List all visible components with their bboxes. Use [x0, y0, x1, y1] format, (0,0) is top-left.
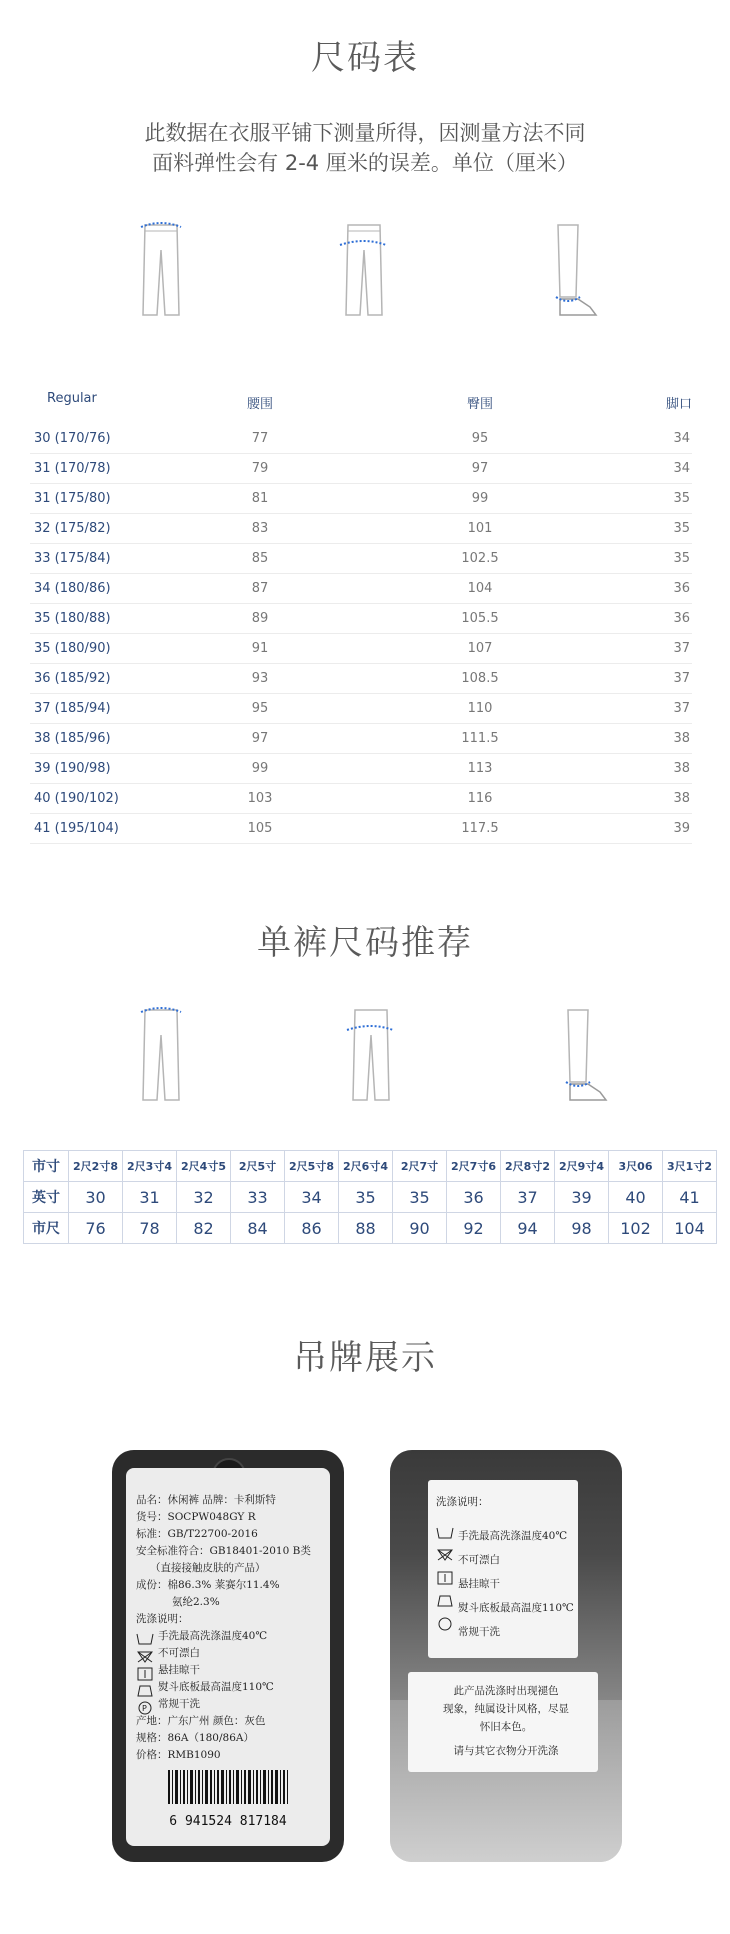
shi-chi-cell: 92 [447, 1213, 501, 1244]
shi-cun-cell: 3尺1寸2 [663, 1151, 717, 1182]
col-header-waist: 腰围 [246, 397, 273, 412]
waist-value: 87 [251, 581, 269, 596]
hem-value: 37 [673, 701, 690, 716]
hip-value: 113 [467, 761, 493, 776]
hip-value: 105.5 [461, 611, 499, 626]
waist-value: 99 [251, 761, 269, 776]
ying-cun-cell: 35 [339, 1182, 393, 1213]
table-row [30, 723, 692, 754]
shi-chi-row [24, 1213, 717, 1244]
hem-value: 34 [673, 431, 690, 446]
ying-cun-cell: 41 [663, 1182, 717, 1213]
hip-value: 111.5 [461, 731, 499, 746]
hem-value: 35 [673, 551, 690, 566]
size-label: 33 (175/84) [34, 551, 111, 566]
ying-cun-cell: 30 [69, 1182, 123, 1213]
ying-cun-cell: 36 [447, 1182, 501, 1213]
hem-value: 38 [673, 761, 690, 776]
note-line: 此产品洗涤时出现褪色 [453, 1685, 559, 1697]
shi-cun-cell: 2尺6寸4 [339, 1151, 393, 1182]
ying-cun-cell: 37 [501, 1182, 555, 1213]
tag-line: 成份：棉86.3% 莱赛尔11.4% [136, 1579, 280, 1591]
shi-cun-cell: 2尺7寸 [393, 1151, 447, 1182]
hem-measure-figure [530, 215, 620, 325]
col-header-regular: Regular [47, 391, 97, 406]
shi-cun-cell: 2尺7寸6 [447, 1151, 501, 1182]
care-label-upper [428, 1480, 578, 1658]
shi-chi-cell: 84 [231, 1213, 285, 1244]
col-header-hem: 脚口 [665, 397, 692, 412]
ying-cun-row [24, 1182, 717, 1213]
table-row [30, 633, 692, 664]
table-row [30, 783, 692, 814]
table-row [30, 813, 692, 844]
hip-value: 97 [471, 461, 489, 476]
hip-value: 104 [467, 581, 493, 596]
size-recommend-table [23, 1150, 717, 1244]
hip-value: 95 [471, 431, 489, 446]
hip-value: 110 [467, 701, 493, 716]
ying-cun-cell: 31 [123, 1182, 177, 1213]
waist-measure-figure [115, 215, 205, 325]
shi-chi-cell: 94 [501, 1213, 555, 1244]
size-label: 32 (175/82) [34, 521, 111, 536]
hip-value: 116 [467, 791, 493, 806]
hem-value: 34 [673, 461, 690, 476]
size-label: 36 (185/92) [34, 671, 111, 686]
hip-value: 108.5 [461, 671, 499, 686]
size-chart-intro-line-2: 面料弹性会有 2-4 厘米的误差。单位（厘米） [152, 151, 578, 175]
care-item: 悬挂晾干 [458, 1578, 500, 1590]
tag-line: 规格：86A（180/86A） [136, 1732, 254, 1744]
care-label-lower [408, 1672, 598, 1772]
shi-chi-cell: 90 [393, 1213, 447, 1244]
ying-cun-cell: 34 [285, 1182, 339, 1213]
size-label: 35 (180/88) [34, 611, 111, 626]
note-line: 现象，纯属设计风格，尽显 [443, 1703, 569, 1715]
shi-chi-cell: 86 [285, 1213, 339, 1244]
care-icons [136, 1630, 154, 1716]
care-item: 手洗最高洗涤温度40℃ [458, 1530, 568, 1542]
svg-text:P: P [142, 1704, 147, 1713]
hem-measure-figure [540, 1000, 630, 1110]
hip-measure-figure [325, 1000, 415, 1110]
hem-value: 35 [673, 521, 690, 536]
ying-cun-cell: 40 [609, 1182, 663, 1213]
table-row [30, 453, 692, 484]
hem-value: 38 [673, 731, 690, 746]
care-label-list [458, 1524, 574, 1644]
shi-cun-cell: 3尺06 [609, 1151, 663, 1182]
hip-value: 101 [467, 521, 493, 536]
hem-value: 38 [673, 791, 690, 806]
waist-measure-figure [115, 1000, 205, 1110]
recommend-title: 单裤尺码推荐 [257, 923, 473, 963]
tag-line: 洗涤说明： [136, 1613, 189, 1625]
hip-measure-figure [318, 215, 408, 325]
hangtag-title: 吊牌展示 [293, 1338, 437, 1378]
tag-line: 产地：广东广州 颜色：灰色 [136, 1715, 266, 1727]
care-item: 不可漂白 [458, 1554, 500, 1566]
shi-cun-cell: 2尺8寸2 [501, 1151, 555, 1182]
shi-cun-cell: 2尺5寸 [231, 1151, 285, 1182]
size-label: 38 (185/96) [34, 731, 111, 746]
table-row [30, 663, 692, 694]
size-label: 34 (180/86) [34, 581, 111, 596]
tag-line: （直接接触皮肤的产品） [150, 1562, 266, 1574]
table-row [30, 513, 692, 544]
shi-chi-cell: 82 [177, 1213, 231, 1244]
hem-value: 36 [673, 611, 690, 626]
col-header-hip: 臀围 [466, 397, 493, 412]
hip-value: 117.5 [461, 821, 499, 836]
hem-value: 36 [673, 581, 690, 596]
care-item: 熨斗底板最高温度110℃ [458, 1602, 574, 1614]
hip-value: 102.5 [461, 551, 499, 566]
hip-value: 99 [471, 491, 489, 506]
table-row [30, 603, 692, 634]
waist-value: 103 [247, 791, 273, 806]
care-label-photo [390, 1450, 622, 1862]
waist-value: 79 [251, 461, 269, 476]
size-label: 40 (190/102) [34, 791, 119, 806]
row-header: 市寸 [24, 1151, 69, 1182]
dry-clean-label: 常规干洗 [158, 1698, 200, 1710]
hip-value: 107 [467, 641, 493, 656]
care-item: 常规干洗 [458, 1626, 500, 1638]
tag-line: 标准：GB/T22700-2016 [136, 1528, 258, 1540]
size-label: 35 (180/90) [34, 641, 111, 656]
hem-value: 35 [673, 491, 690, 506]
table-row [30, 423, 692, 454]
tag-info [136, 1492, 326, 1764]
hangtag-photo [112, 1450, 344, 1862]
waist-value: 105 [247, 821, 273, 836]
shi-chi-cell: 78 [123, 1213, 177, 1244]
shi-cun-cell: 2尺2寸8 [69, 1151, 123, 1182]
shi-cun-cell: 2尺5寸8 [285, 1151, 339, 1182]
waist-value: 81 [251, 491, 269, 506]
tag-line: 氨纶2.3% [172, 1596, 220, 1608]
ying-cun-cell: 32 [177, 1182, 231, 1213]
tag-paper [126, 1468, 330, 1846]
ying-cun-cell: 33 [231, 1182, 285, 1213]
table-row [30, 543, 692, 574]
iron-label: 熨斗底板最高温度110℃ [158, 1681, 274, 1693]
waist-value: 97 [251, 731, 269, 746]
hem-value: 37 [673, 671, 690, 686]
waist-value: 77 [251, 431, 269, 446]
size-label: 37 (185/94) [34, 701, 111, 716]
shi-chi-cell: 88 [339, 1213, 393, 1244]
line-dry-label: 悬挂晾干 [158, 1664, 200, 1676]
shi-cun-row [24, 1151, 717, 1182]
ying-cun-cell: 39 [555, 1182, 609, 1213]
row-header: 英寸 [24, 1182, 69, 1213]
note-line: 怀旧本色。 [479, 1721, 533, 1733]
waist-value: 89 [251, 611, 269, 626]
no-bleach-label: 不可漂白 [158, 1647, 200, 1659]
row-header: 市尺 [24, 1213, 69, 1244]
shi-cun-cell: 2尺3寸4 [123, 1151, 177, 1182]
size-label: 31 (175/80) [34, 491, 111, 506]
care-label-title: 洗涤说明： [436, 1496, 489, 1508]
shi-cun-cell: 2尺9寸4 [555, 1151, 609, 1182]
shi-chi-cell: 102 [609, 1213, 663, 1244]
tag-line: 货号：SOCPW048GY R [136, 1511, 256, 1523]
table-row [30, 573, 692, 604]
waist-value: 91 [251, 641, 269, 656]
size-chart-intro-line-1: 此数据在衣服平铺下测量所得，因测量方法不同 [144, 121, 586, 145]
hem-value: 37 [673, 641, 690, 656]
shi-chi-cell: 76 [69, 1213, 123, 1244]
table-row [30, 753, 692, 784]
tag-line: 品名：休闲裤 品牌：卡利斯特 [136, 1494, 276, 1506]
wash-40-label: 手洗最高洗涤温度40℃ [158, 1630, 268, 1642]
hem-value: 39 [673, 821, 690, 836]
tag-line: 价格：RMB1090 [136, 1749, 221, 1761]
waist-value: 93 [251, 671, 269, 686]
care-label-note [418, 1682, 594, 1760]
size-label: 39 (190/98) [34, 761, 111, 776]
barcode-number: 6 941524 817184 [169, 1814, 287, 1829]
shi-chi-cell: 98 [555, 1213, 609, 1244]
table-row [30, 693, 692, 724]
shi-cun-cell: 2尺4寸5 [177, 1151, 231, 1182]
barcode [166, 1768, 290, 1814]
size-label: 31 (170/78) [34, 461, 111, 476]
waist-value: 85 [251, 551, 269, 566]
waist-value: 83 [251, 521, 269, 536]
shi-chi-cell: 104 [663, 1213, 717, 1244]
note-line: 请与其它衣物分开洗涤 [453, 1745, 559, 1757]
waist-value: 95 [251, 701, 269, 716]
size-label: 41 (195/104) [34, 821, 119, 836]
size-label: 30 (170/76) [34, 431, 111, 446]
tag-line: 安全标准符合：GB18401-2010 B类 [136, 1545, 311, 1557]
table-row [30, 483, 692, 514]
size-chart-title: 尺码表 [311, 38, 419, 78]
care-label-icons [436, 1524, 454, 1634]
ying-cun-cell: 35 [393, 1182, 447, 1213]
